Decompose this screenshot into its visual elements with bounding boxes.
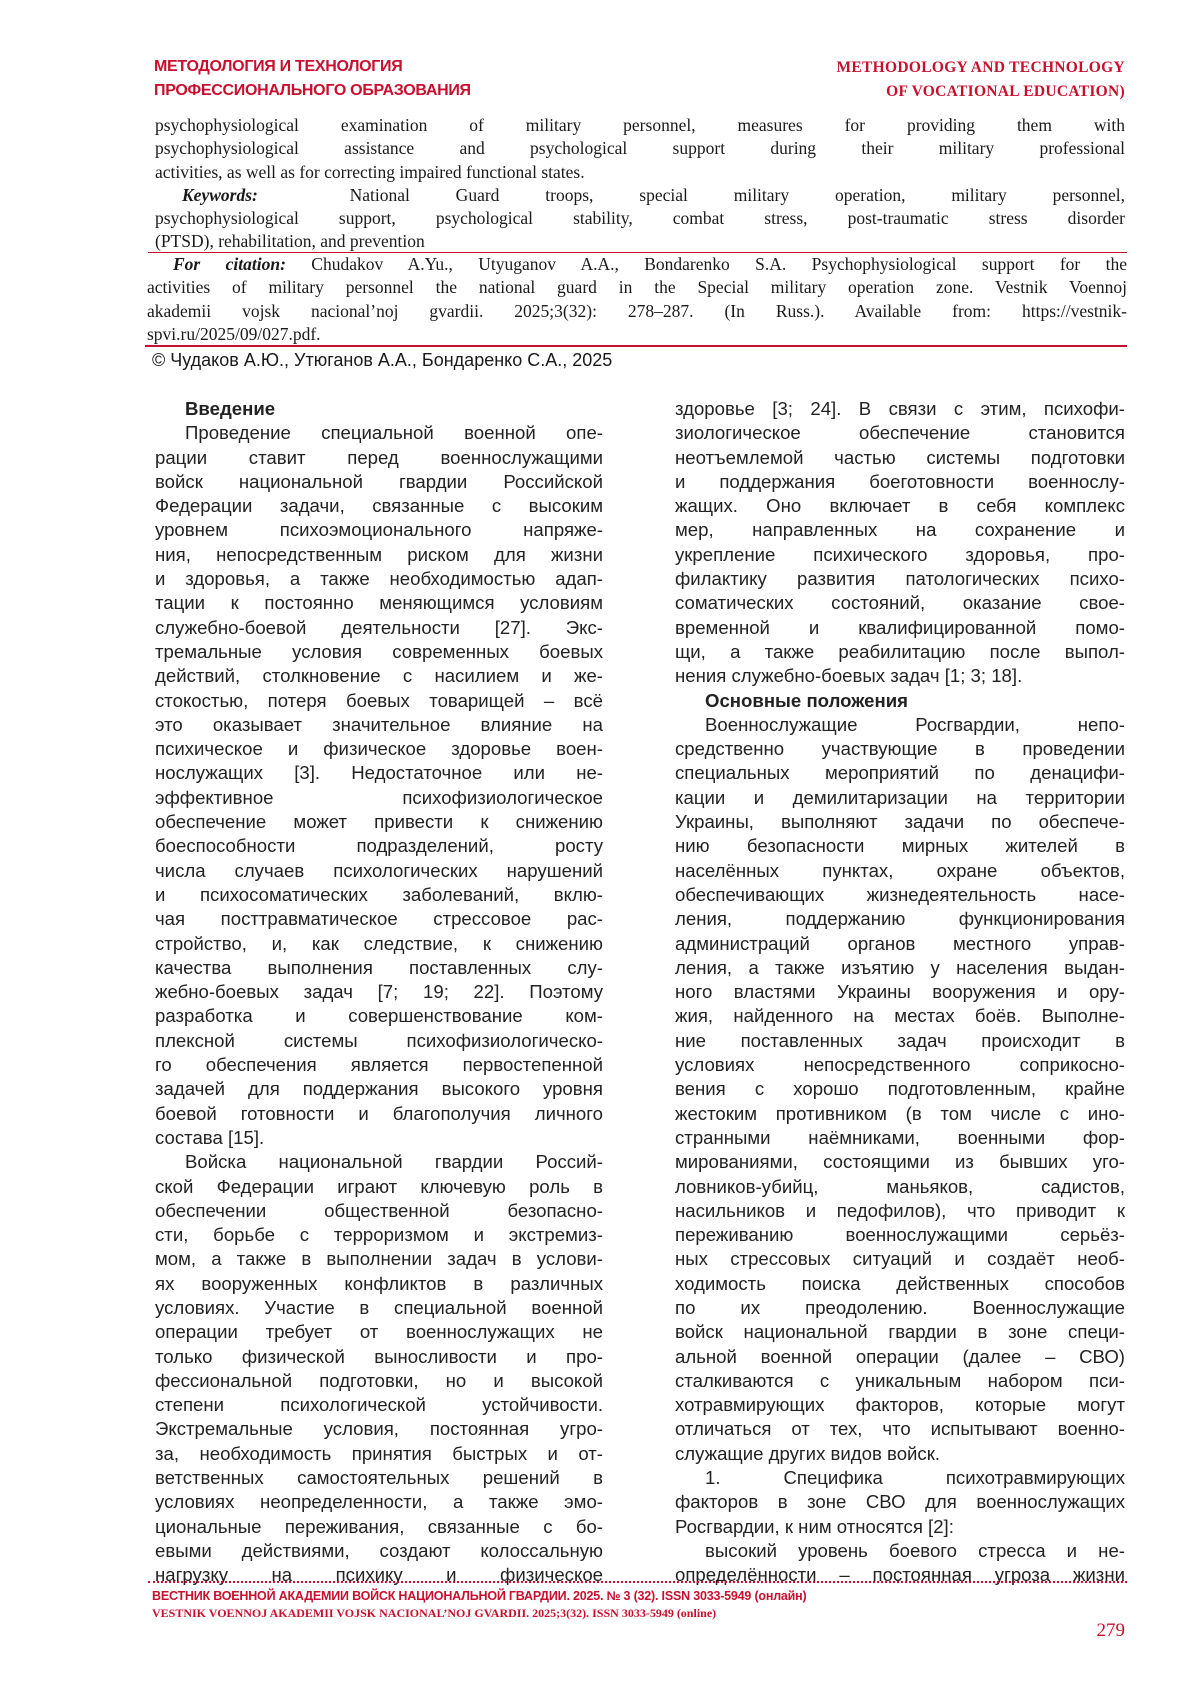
paragraph-line: ления, а также изъятию у населения выдан-: [675, 956, 1125, 978]
paragraph-line: хотравмирующих факторов, которые могут: [675, 1394, 1125, 1416]
paragraph-line: мированиями, состоящими из бывших уго-: [675, 1151, 1125, 1173]
paragraph-line: это оказывает значительное влияние на: [155, 713, 603, 735]
paragraph-line: уровнем психоэмоционального напряже-: [155, 519, 603, 541]
paragraph-line: условиях непосредственного соприкосно-: [675, 1054, 1125, 1076]
paragraph-line: отличаться от тех, что испытывают военно-: [675, 1418, 1125, 1440]
paragraph-line: 1. Специфика психотравмирующих: [705, 1467, 1125, 1489]
paragraph-line: странными наёмниками, военными фор-: [675, 1126, 1125, 1148]
paragraph-line: боеспособности подразделений, росту: [155, 835, 603, 857]
paragraph-line: психическое и физическое здоровье воен-: [155, 738, 603, 760]
paragraph-line: числа случаев психологических нарушений: [155, 859, 603, 881]
paragraph-line: нения служебно-боевых задач [1; 3; 18].: [675, 665, 1023, 687]
paragraph-line: Экстремальные условия, постоянная угро-: [155, 1418, 603, 1440]
keywords-line: (PTSD), rehabilitation, and prevention: [155, 231, 425, 252]
paragraph-line: циональные переживания, связанные с бо-: [155, 1515, 603, 1537]
paragraph-line: определённости – постоянная угроза жизни: [675, 1564, 1125, 1586]
citation-line: activities of military personnel the national guard in the Special military operation zone. Vestnik Voennoj: [147, 277, 1127, 298]
abstract-line: psychophysiological assistance and psychological support during their military professional: [155, 138, 1125, 159]
paragraph-line: средственно участвующие в проведении: [675, 738, 1125, 760]
paragraph-line: по их преодолению. Военнослужащие: [675, 1296, 1125, 1318]
paragraph-line: населённых пунктах, охране объектов,: [675, 859, 1125, 881]
running-header-ru: [154, 55, 471, 103]
footer-journal-ru: ВЕСТНИК ВОЕННОЙ АКАДЕМИИ ВОЙСК НАЦИОНАЛЬНОЙ ГВАРДИИ. 2025. № 3 (32). ISSN 3033-5949 (онлайн): [152, 1589, 807, 1603]
paragraph-line: жия, найденного на местах боёв. Выполне-: [675, 1005, 1125, 1027]
paragraph-line: здоровье [3; 24]. В связи с этим, психофи-: [675, 398, 1125, 419]
paragraph-line: Украины, выполняют задачи по обеспече-: [675, 811, 1125, 833]
paragraph-line: задачей для поддержания высокого уровня: [155, 1078, 603, 1100]
paragraph-line: действий, столкновение с насилием и же-: [155, 665, 603, 687]
paragraph-line: мом, а также в выполнении задач в услови-: [155, 1248, 603, 1270]
paragraph-line: ных стрессовых ситуаций и создаёт необ-: [675, 1248, 1125, 1270]
paragraph-line: служащие других видов войск.: [675, 1442, 941, 1464]
paragraph-line: ния, непосредственным риском для жизни: [155, 543, 603, 565]
paragraph-line: нослужащих [3]. Недостаточное или не-: [155, 762, 603, 784]
running-header-en-line: METHODOLOGY AND TECHNOLOGY: [836, 59, 1125, 76]
paragraph-line: ние поставленных задач происходит в: [675, 1029, 1125, 1051]
paragraph-line: только физической выносливости и про-: [155, 1345, 603, 1367]
page-number: 279: [1096, 1620, 1125, 1641]
paragraph-line: жестоким противником (в том числе с ино-: [675, 1102, 1125, 1124]
paragraph-line: операции требует от военнослужащих не: [155, 1321, 603, 1343]
paragraph-line: администраций органов местного управ-: [675, 932, 1125, 954]
keywords-text: National Guard troops, special military operation, military personnel,: [349, 184, 1125, 205]
paragraph-line: Военнослужащие Росгвардии, непо-: [705, 713, 1125, 735]
paragraph-line: щи, а также реабилитацию после выпол-: [675, 640, 1125, 662]
paragraph-line: степени психологической устойчивости.: [155, 1394, 603, 1416]
paragraph-line: условиях неопределенности, а также эмо-: [155, 1491, 603, 1513]
paragraph-line: стокостью, потеря боевых товарищей – всё: [155, 689, 603, 711]
keywords-line: [155, 184, 1125, 207]
paragraph-line: обеспечение может привести к снижению: [155, 811, 603, 833]
paragraph-line: филактику развития патологических психо-: [675, 568, 1125, 590]
paragraph-line: и психосоматических заболеваний, вклю-: [155, 883, 603, 905]
paragraph-line: ходимость поиска действенных способов: [675, 1272, 1125, 1294]
paragraph-line: рации ставит перед военнослужащими: [155, 446, 603, 468]
paragraph-line: Росгвардии, к ним относятся [2]:: [675, 1515, 954, 1537]
abstract-block: [155, 114, 1125, 254]
paragraph-line: го обеспечения является первостепенной: [155, 1054, 603, 1076]
abstract-line: activities, as well as for correcting impaired functional states.: [155, 161, 585, 182]
citation-label: For citation:: [173, 254, 286, 274]
citation-block: [147, 253, 1127, 346]
paragraph-line: ления, поддержанию функционирования: [675, 908, 1125, 930]
paragraph-line: специальных мероприятий по денацифи-: [675, 762, 1125, 784]
paragraph-line: стройство, и, как следствие, к снижению: [155, 932, 603, 954]
citation-line: akademii vojsk nacional’noj gvardii. 2025;3(32): 278–287. (In Russ.). Available from: https://vestnik-: [147, 300, 1127, 321]
paragraph-line: Войска национальной гвардии Россий-: [185, 1151, 603, 1173]
paragraph-line: неотъемлемой частью системы подготовки: [675, 446, 1125, 468]
paragraph-line: эффективное психофизиологическое: [155, 786, 603, 808]
paragraph-line: разработка и совершенствование ком-: [155, 1005, 603, 1027]
paragraph-line: укрепление психического здоровья, про-: [675, 543, 1125, 565]
paragraph-line: жащих. Оно включает в себя комплекс: [675, 495, 1125, 517]
paragraph-line: вения с хорошо подготовленным, крайне: [675, 1078, 1125, 1100]
paragraph-line: альной военной операции (далее – СВО): [675, 1345, 1125, 1367]
paragraph-line: ях вооруженных конфликтов в различных: [155, 1272, 603, 1294]
paragraph-line: переживанию военнослужащими серьёз-: [675, 1224, 1125, 1246]
body-column-right: [675, 397, 1125, 1588]
paragraph-line: факторов в зоне СВО для военнослужащих: [675, 1491, 1125, 1513]
footer-journal-en: VESTNIK VOENNOJ AKADEMII VOJSK NACIONAL’NOJ GVARDII. 2025;3(32). ISSN 3033-5949 (online): [152, 1606, 717, 1620]
paragraph-line: насильников и педофилов), что приводит к: [675, 1199, 1125, 1221]
paragraph-line: плексной системы психофизиологическо-: [155, 1029, 603, 1051]
paragraph-line: Проведение специальной военной опе-: [185, 422, 603, 444]
running-header-en-line: OF VOCATIONAL EDUCATION): [886, 83, 1125, 100]
paragraph-line: Федерации задачи, связанные с высоким: [155, 495, 603, 517]
paragraph-line: ловников-убийц, маньяков, садистов,: [675, 1175, 1125, 1197]
running-header-ru-line: МЕТОДОЛОГИЯ И ТЕХНОЛОГИЯ: [154, 58, 403, 75]
paragraph-line: кации и демилитаризации на территории: [675, 786, 1125, 808]
paragraph-line: условиях. Участие в специальной военной: [155, 1296, 603, 1318]
paragraph-line: ской Федерации играют ключевую роль в: [155, 1175, 603, 1197]
paragraph-line: соматических состояний, оказание свое-: [675, 592, 1125, 614]
paragraph-line: тации к постоянно меняющимся условиям: [155, 592, 603, 614]
paragraph-line: боевой готовности и благополучия личного: [155, 1102, 603, 1124]
paragraph-line: сти, борьбе с терроризмом и экстремиз-: [155, 1224, 603, 1246]
section-heading: Введение: [185, 398, 276, 419]
keywords-line: psychophysiological support, psychological stability, combat stress, post-traumatic stress disorder: [155, 208, 1125, 229]
paragraph-line: нию безопасности мирных жителей в: [675, 835, 1125, 857]
citation-line: spvi.ru/2025/09/027.pdf.: [147, 323, 321, 344]
body-column-left: [155, 397, 603, 1588]
copyright-notice: © Чудаков А.Ю., Утюганов А.А., Бондаренко С.А., 2025: [152, 350, 613, 370]
citation-text: Chudakov A.Yu., Utyuganov A.A., Bondarenko S.A. Psychophysiological support for the: [311, 254, 1127, 274]
paragraph-line: и поддержания боеготовности военнослу-: [675, 470, 1125, 492]
footer-dotted-rule: [148, 1581, 1127, 1583]
running-header-en: [836, 56, 1125, 104]
paragraph-line: состава [15].: [155, 1126, 265, 1148]
paragraph-line: временной и квалифицированной помо-: [675, 616, 1125, 638]
paragraph-line: чая посттравматическое стрессовое рас-: [155, 908, 603, 930]
paragraph-line: нагрузку на психику и физическое: [155, 1564, 603, 1586]
paragraph-line: фессиональной подготовки, но и высокой: [155, 1369, 603, 1391]
paragraph-line: евыми действиями, создают колоссальную: [155, 1539, 603, 1561]
paragraph-line: за, необходимость принятия быстрых и от-: [155, 1442, 603, 1464]
paragraph-line: сталкиваются с уникальным набором пси-: [675, 1369, 1125, 1391]
paragraph-line: мер, направленных на сохранение и: [675, 519, 1125, 541]
paragraph-line: обеспечении общественной безопасно-: [155, 1199, 603, 1221]
paragraph-line: и здоровья, а также необходимостью адап-: [155, 568, 603, 590]
paragraph-line: тремальные условия современных боевых: [155, 640, 603, 662]
abstract-line: psychophysiological examination of military personnel, measures for providing them with: [155, 115, 1125, 135]
running-header-ru-line: ПРОФЕССИОНАЛЬНОГО ОБРАЗОВАНИЯ: [154, 82, 471, 99]
paragraph-line: войск национальной гвардии в зоне специ-: [675, 1321, 1125, 1343]
paragraph-line: ветственных самостоятельных решений в: [155, 1467, 603, 1489]
keywords-label: Keywords:: [182, 184, 258, 205]
paragraph-line: качества выполнения поставленных слу-: [155, 956, 603, 978]
paragraph-line: обеспечивающих жизнедеятельность насе-: [675, 883, 1125, 905]
paragraph-line: жебно-боевых задач [7; 19; 22]. Поэтому: [155, 981, 603, 1003]
divider-rule-thick: [145, 345, 1127, 347]
paragraph-line: высокий уровень боевого стресса и не-: [705, 1539, 1125, 1561]
section-heading: Основные положения: [705, 689, 909, 711]
paragraph-line: служебно-боевой деятельности [27]. Экс-: [155, 616, 603, 638]
paragraph-line: ного властями Украины вооружения и ору-: [675, 981, 1125, 1003]
paragraph-line: зиологическое обеспечение становится: [675, 422, 1125, 444]
paragraph-line: войск национальной гвардии Российской: [155, 470, 603, 492]
citation-line: [147, 253, 1127, 276]
